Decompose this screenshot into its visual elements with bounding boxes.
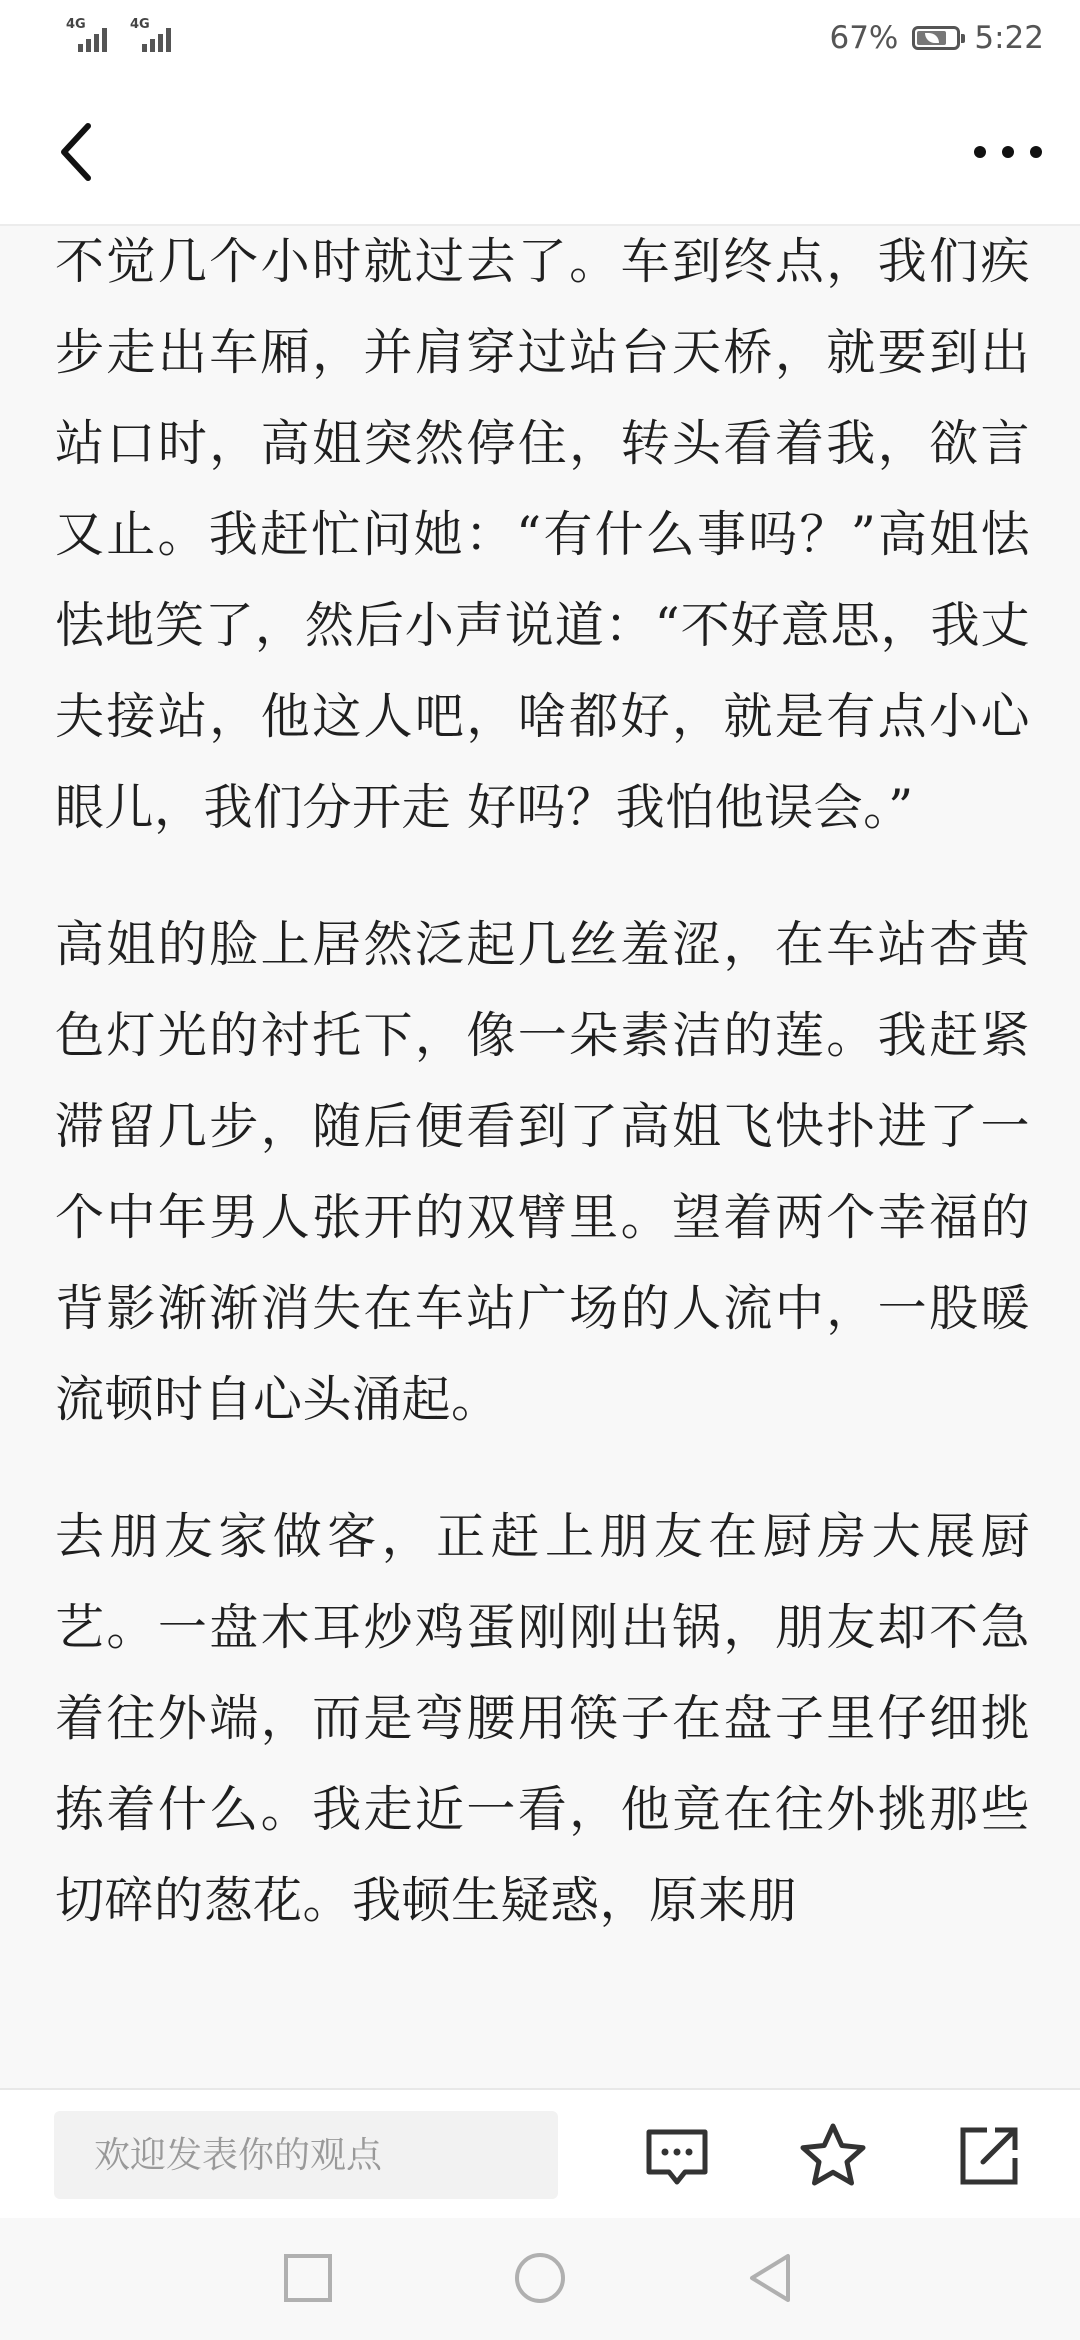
battery-icon (912, 26, 960, 50)
article-body (55, 226, 1030, 2088)
nav-bar (0, 80, 1080, 226)
back-button[interactable] (50, 116, 114, 188)
circle-icon (510, 2248, 570, 2308)
favorite-button[interactable] (797, 2120, 869, 2192)
comment-input[interactable] (54, 2111, 558, 2199)
signal-strength-icon (130, 18, 180, 54)
square-icon (278, 2248, 338, 2308)
comments-button[interactable] (641, 2120, 713, 2192)
chevron-left-icon (50, 116, 114, 188)
article-paragraph: 去朋友家做客，正赶上朋友在厨房大展厨艺。一盘木耳炒鸡蛋刚刚出锅，朋友却不急着往外端，而是弯腰用筷子在盘子里仔细挑拣着什么。我走近一看，他竟在往外挑那些切碎的葱花。我顿生疑惑，原来朋 (55, 1508, 1030, 1929)
article-paragraph: 不觉几个小时就过去了。车到终点，我们疾步走出车厢，并肩穿过站台天桥，就要到出站口时，高姐突然停住，转头看着我，欲言又止。我赶忙问她：“有什么事吗？”高姐怯怯地笑了，然后小声说道：“不好意思，我丈夫接站，他这人吧，啥都好，就是有点小心眼儿，我们分开走 好吗？我怕他误会。” (55, 233, 1030, 836)
home-button[interactable] (510, 2248, 570, 2308)
comment-icon (641, 2120, 713, 2192)
status-right-group (829, 18, 1044, 58)
more-horizontal-icon (970, 128, 1046, 176)
network-type-label: 4G (130, 17, 150, 32)
recent-apps-button[interactable] (278, 2248, 338, 2308)
system-back-button[interactable] (740, 2248, 800, 2308)
status-bar (0, 0, 1080, 80)
system-navigation-bar (0, 2218, 1080, 2340)
action-bar (0, 2088, 1080, 2218)
signal-group (66, 18, 180, 54)
more-options-button[interactable] (970, 128, 1046, 176)
network-type-label: 4G (66, 17, 86, 32)
share-button[interactable] (953, 2120, 1025, 2192)
signal-strength-icon (66, 18, 116, 54)
article-paragraph: 高姐的脸上居然泛起几丝羞涩，在车站杏黄色灯光的衬托下，像一朵素洁的莲。我赶紧滞留几步，随后便看到了高姐飞快扑进了一个中年男人张开的双臂里。望着两个幸福的背影渐渐消失在车站广场的人流中，一股暖流顿时自心头涌起。 (55, 916, 1030, 1428)
star-icon (797, 2120, 869, 2192)
share-icon (953, 2120, 1025, 2192)
clock: 5:22 (974, 20, 1044, 56)
triangle-back-icon (740, 2248, 800, 2308)
battery-percent: 67% (829, 20, 899, 56)
